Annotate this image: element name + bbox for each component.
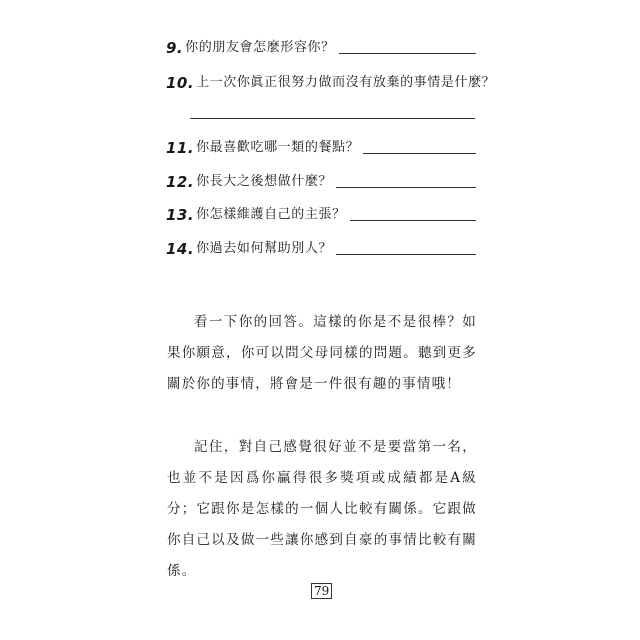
question-number: 14. [166,240,195,258]
body-paragraph: 記住，對自己感覺很好並不是要當第一名，也並不是因爲你贏得很多獎項或成績都是A級分；它跟你是怎樣的一個人比較有關係。它跟做你自己以及做一些讓你感到自豪的事情比較有關係。 [167,439,477,579]
question-number: 12. [166,173,195,191]
answer-line[interactable] [336,253,476,255]
question-text: 上一次你眞正很努力做而沒有放棄的事情是什麼？ [196,75,496,90]
question-number: 9. [166,39,184,57]
question-text: 你長大之後想做什麼？ [196,174,333,189]
answer-line[interactable] [336,186,476,188]
page-number: 79 [311,583,332,599]
question-14 [166,241,476,257]
question-text: 你怎樣維護自己的主張？ [196,207,346,222]
question-10 [166,74,496,92]
question-text: 你過去如何幫助別人？ [196,241,333,256]
question-number: 11. [166,139,195,157]
question-text: 你的朋友會怎麼形容你？ [185,40,335,55]
answer-line[interactable] [339,52,476,54]
question-number: 13. [166,206,195,224]
question-11 [166,140,476,156]
answer-line[interactable] [350,219,476,221]
question-text: 你最喜歡吃哪一類的餐點？ [196,140,360,155]
question-number: 10. [166,74,195,92]
answer-line[interactable] [363,152,476,154]
question-9 [166,40,476,56]
question-12 [166,174,476,190]
body-paragraph: 看一下你的回答。這樣的你是不是很棒？如果你願意，你可以問父母同樣的問題。聽到更多關於你的事情，將會是一件很有趣的事情哦！ [167,314,477,392]
question-13 [166,207,476,223]
answer-line[interactable] [190,118,475,119]
